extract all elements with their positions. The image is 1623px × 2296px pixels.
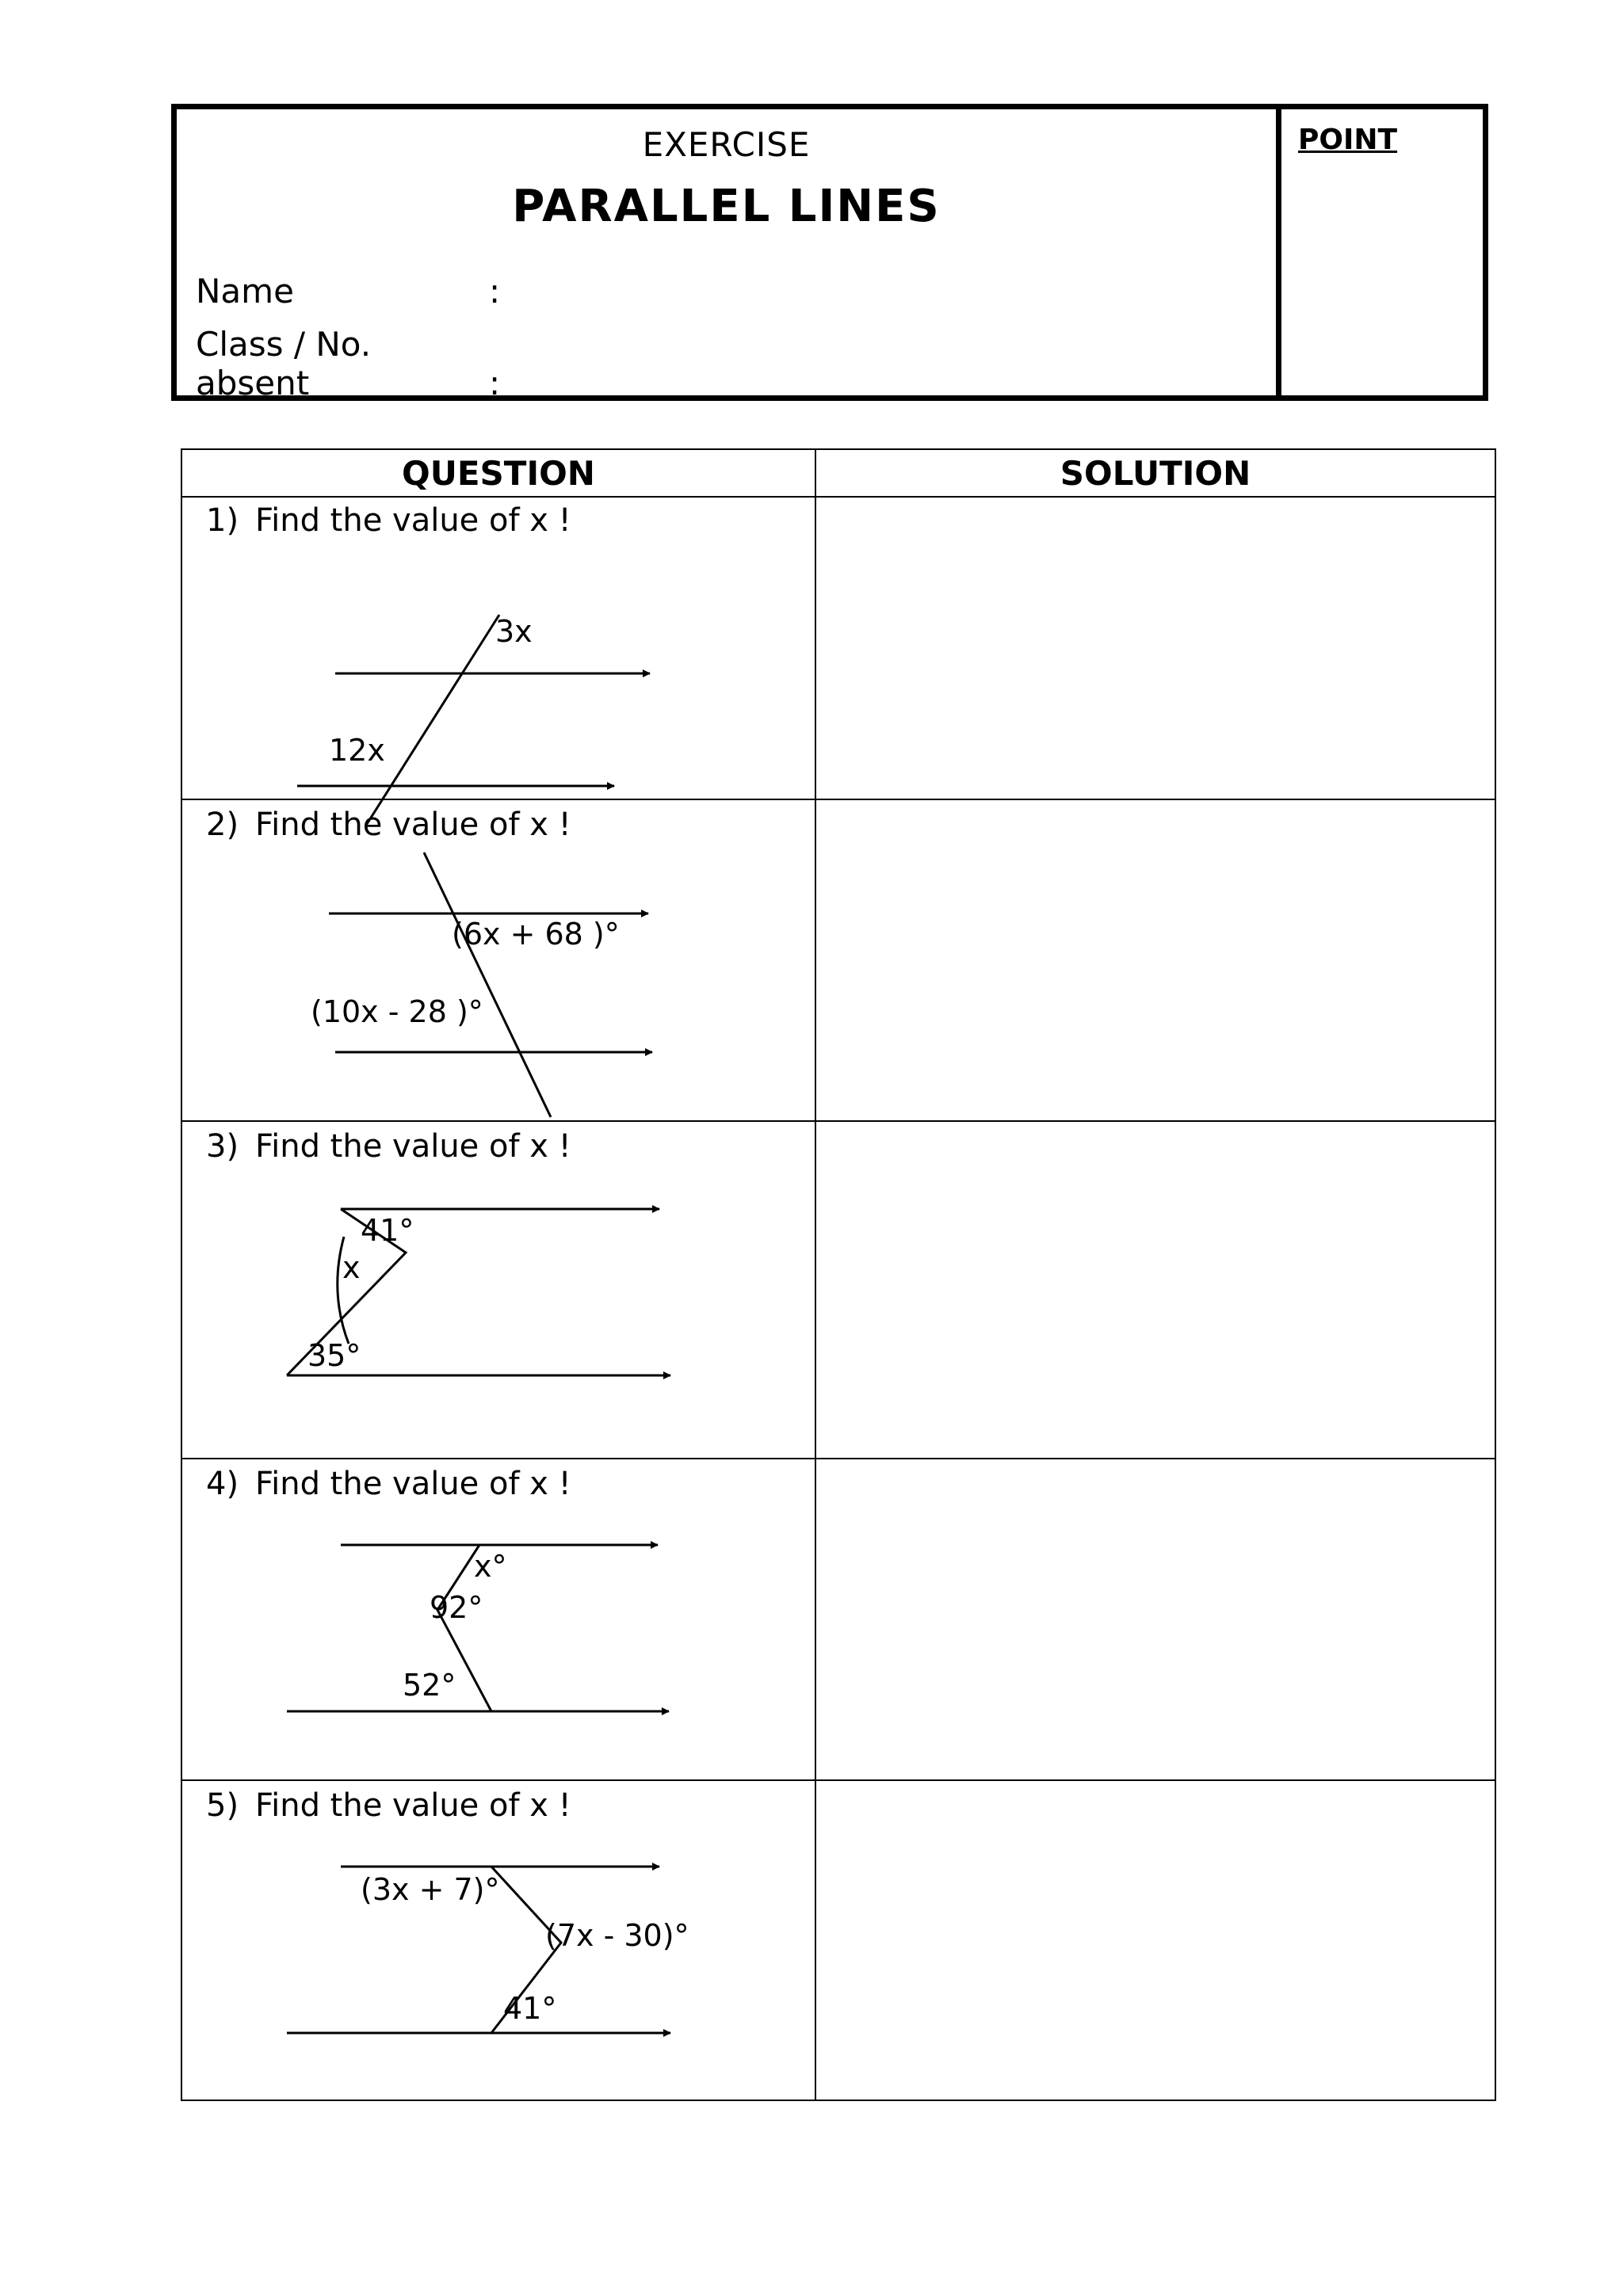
question-1-number: 1) xyxy=(206,502,239,539)
q3-label-2: x xyxy=(342,1250,361,1285)
question-4-number: 4) xyxy=(206,1466,239,1502)
name-label: Name xyxy=(196,272,294,311)
sheet-title: PARALLEL LINES xyxy=(512,181,941,232)
q5-label-1: (3x + 7)° xyxy=(361,1872,500,1907)
question-5-number: 5) xyxy=(206,1787,239,1824)
question-5-text: Find the value of x ! xyxy=(255,1787,571,1824)
q1-transversal xyxy=(367,615,499,824)
name-colon: : xyxy=(489,272,501,311)
q2-label-1: (6x + 68 )° xyxy=(452,917,620,952)
class-label: Class / No. absent xyxy=(196,325,372,402)
q4-label-2: 92° xyxy=(430,1590,483,1625)
question-column-header: QUESTION xyxy=(402,454,595,493)
question-table xyxy=(181,448,1496,2101)
q5-label-2: (7x - 30)° xyxy=(545,1918,689,1953)
header-box xyxy=(171,104,1488,401)
q1-label-1: 3x xyxy=(495,614,533,649)
question-1-diagram xyxy=(182,498,815,799)
class-colon: : xyxy=(489,364,501,402)
question-4-diagram xyxy=(182,1459,815,1779)
name-field[interactable] xyxy=(196,272,500,311)
q2-transversal xyxy=(424,852,551,1117)
question-2-text: Find the value of x ! xyxy=(255,807,571,843)
q3-label-3: 35° xyxy=(307,1338,361,1373)
question-2-number: 2) xyxy=(206,807,239,843)
q3-label-1: 41° xyxy=(361,1213,414,1248)
q1-label-2: 12x xyxy=(329,733,385,768)
q4-label-3: 52° xyxy=(403,1668,456,1703)
point-label: POINT xyxy=(1298,124,1398,156)
question-5-diagram xyxy=(182,1781,815,2103)
question-1-text: Find the value of x ! xyxy=(255,502,571,539)
question-3-text: Find the value of x ! xyxy=(255,1128,571,1165)
header-main xyxy=(177,109,1281,402)
q5-label-3: 41° xyxy=(503,1991,557,2026)
column-divider xyxy=(815,450,816,2100)
q4-label-1: x° xyxy=(474,1549,507,1584)
solution-column-header: SOLUTION xyxy=(1060,454,1251,493)
question-3-diagram xyxy=(182,1122,815,1458)
exercise-label: EXERCISE xyxy=(642,125,811,164)
question-3-number: 3) xyxy=(206,1128,239,1165)
question-4-text: Find the value of x ! xyxy=(255,1466,571,1502)
class-field[interactable] xyxy=(196,325,500,402)
q2-label-2: (10x - 28 )° xyxy=(311,994,483,1029)
question-2-diagram xyxy=(182,800,815,1120)
